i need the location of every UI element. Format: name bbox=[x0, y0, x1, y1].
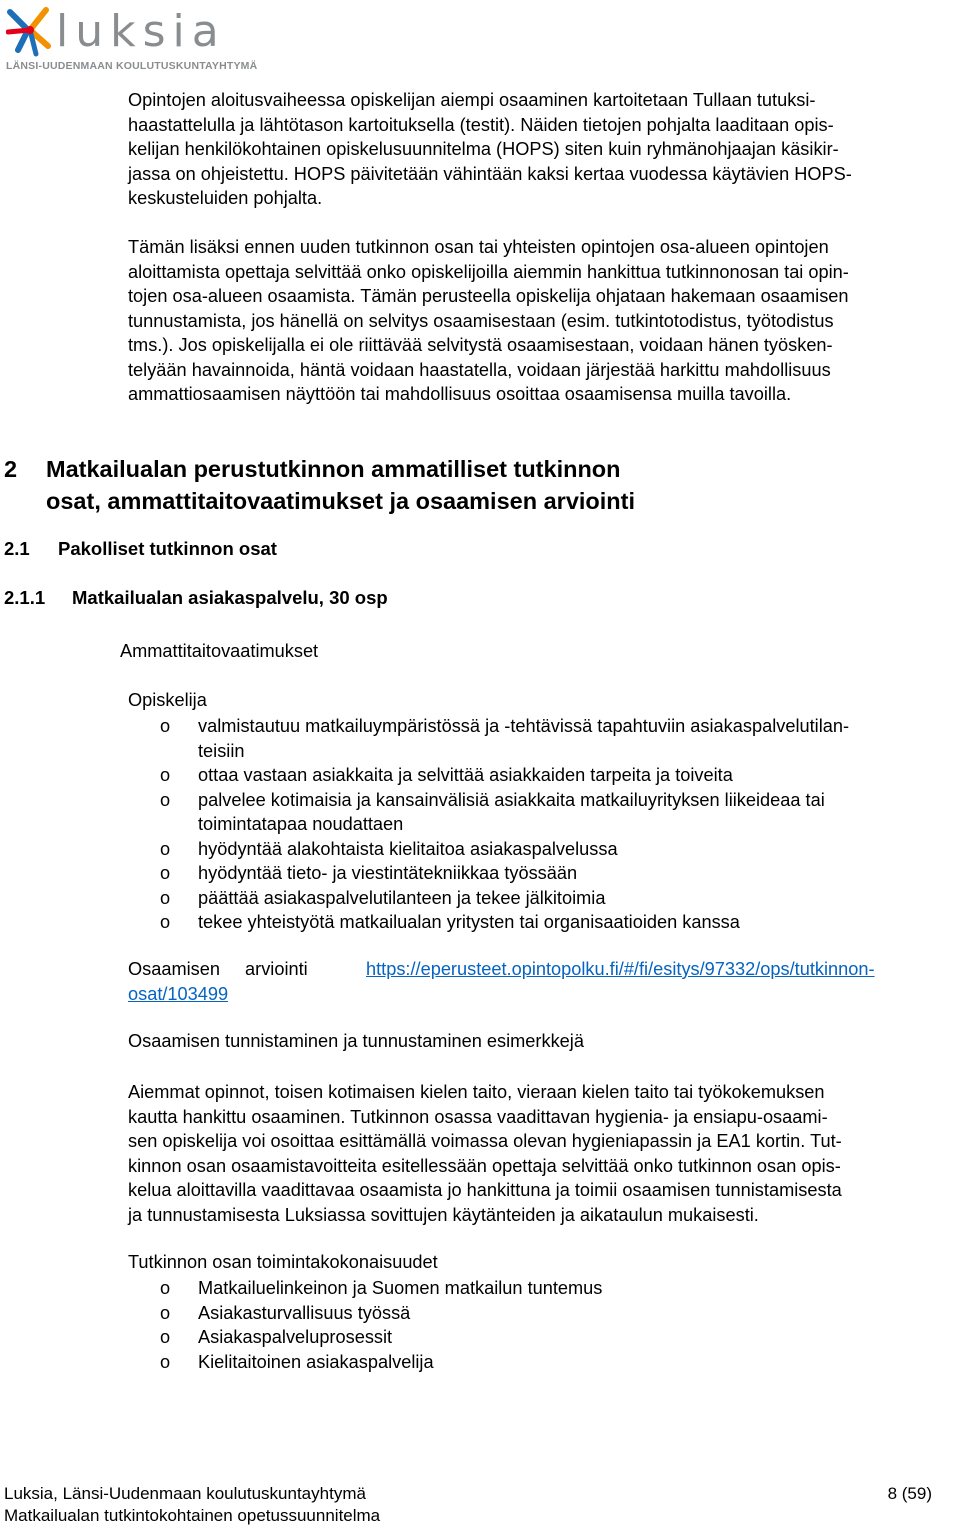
logo-wordmark: luksia bbox=[56, 6, 226, 57]
list-item-text: ottaa vastaan asiakkaita ja selvittää asiakkaiden tarpeita ja toiveita bbox=[198, 765, 733, 785]
list-item bbox=[128, 763, 960, 788]
list-item-text: hyödyntää tieto- ja viestintätekniikkaa työssään bbox=[198, 863, 578, 883]
section-title-line: osat, ammattitaitovaatimukset ja osaamisen arviointi bbox=[46, 488, 636, 514]
bullet-mark: o bbox=[160, 1351, 171, 1372]
list-item bbox=[128, 910, 960, 935]
text-line: kelijan henkilökohtainen opiskelusuunnitelma (HOPS) siten kuin ryhmänohjaajan käsikir- bbox=[128, 139, 839, 159]
assessment-label: Osaamisen arviointi bbox=[128, 959, 308, 979]
bullet-mark: o bbox=[160, 863, 171, 883]
list-item-text: teisiin bbox=[198, 740, 245, 761]
text-line: kinnon osan osaamistavoitteita esitellessään opettaja selvittää onko tutkinnon osan opis- bbox=[128, 1155, 841, 1176]
subsubsection-heading bbox=[4, 587, 388, 609]
list-item-text: hyödyntää alakohtaista kielitaitoa asiakaspalvelussa bbox=[198, 838, 618, 859]
list-item-text: toimintatapaa noudattaen bbox=[198, 814, 404, 834]
text-line: tojen osa-alueen osaamista. Tämän perusteella opiskelija ohjataan hakemaan osaamisen bbox=[128, 286, 849, 306]
text-line: haastattelulla ja lähtötason kartoituksella (testit). Näiden tietojen pohjalta laaditaan opis- bbox=[128, 114, 834, 135]
link-text: https://eperusteet.opintopolku.fi/#/fi/esitys/97332/ops/tutkinnon- bbox=[366, 959, 875, 979]
text-line: kautta hankittu osaaminen. Tutkinnon osassa vaadittavan hygienia- ja ensiapu-osaami- bbox=[128, 1106, 828, 1127]
modules-heading: Tutkinnon osan toimintakokonaisuudet bbox=[128, 1252, 438, 1272]
list-item bbox=[128, 714, 960, 763]
link-text: osat/103499 bbox=[128, 983, 229, 1004]
list-item-text: tekee yhteistyötä matkailualan yritysten tai organisaatioiden kanssa bbox=[198, 912, 740, 932]
intro-paragraph-2 bbox=[128, 235, 960, 407]
text-line: ammattiosaamisen näyttöön tai mahdollisuus osoittaa osaamisensa muilla tavoilla. bbox=[128, 384, 792, 404]
logo-subtitle: LÄNSI-UUDENMAAN KOULUTUSKUNTAYHTYMÄ bbox=[6, 60, 258, 72]
bullet-mark: o bbox=[160, 838, 171, 859]
text-line: jassa on ohjeistettu. HOPS päivitetään vähintään kaksi kertaa vuodessa käytävien HOPS- bbox=[128, 163, 852, 184]
recognition-paragraph bbox=[128, 1080, 960, 1227]
list-item-text: Asiakaspalveluprosessit bbox=[198, 1327, 393, 1347]
intro-paragraph-1 bbox=[128, 88, 960, 211]
modules-list bbox=[128, 1276, 960, 1374]
list-item-text: Asiakasturvallisuus työssä bbox=[198, 1302, 411, 1323]
bullet-mark: o bbox=[160, 716, 171, 736]
bullet-mark: o bbox=[160, 1278, 171, 1298]
text-line: aloittamista opettaja selvittää onko opiskelijoilla aiemmin hankittua tutkinnonosan tai opin- bbox=[128, 261, 849, 282]
bullet-mark: o bbox=[160, 912, 171, 932]
text-line: sen opiskelija voi osoittaa esittämällä voimassa olevan hygieniapassin ja EA1 kortin. Tut- bbox=[128, 1131, 842, 1151]
text-line: kelua aloittavilla vaadittavaa osaamista jo hankittuna ja toimii osaamisen tunnistamisesta bbox=[128, 1180, 842, 1200]
text-line: tunnustamista, jos hänellä on selvitys osaamisestaan (esim. tutkintotodistus, työtodistus bbox=[128, 310, 834, 331]
bullet-mark: o bbox=[160, 765, 171, 785]
section-title-line: Matkailualan perustutkinnon ammatilliset tutkinnon bbox=[46, 456, 621, 482]
assessment-block bbox=[128, 957, 960, 1006]
list-item bbox=[128, 1325, 960, 1350]
bullet-mark: o bbox=[160, 887, 171, 908]
text-line: Tämän lisäksi ennen uuden tutkinnon osan tai yhteisten opintojen osa-alueen opintojen bbox=[128, 237, 829, 257]
text-line: Opintojen aloitusvaiheessa opiskelijan aiempi osaaminen kartoitetaan Tullaan tutuksi- bbox=[128, 90, 816, 110]
bullet-mark: o bbox=[160, 1302, 171, 1323]
requirements-list bbox=[128, 714, 960, 935]
list-item bbox=[128, 1301, 960, 1326]
list-item-text: valmistautuu matkailuympäristössä ja -tehtävissä tapahtuviin asiakaspalvelutilan- bbox=[198, 716, 850, 736]
list-item-text: Matkailuelinkeinon ja Suomen matkailun tuntemus bbox=[198, 1278, 603, 1298]
subsection-title: Pakolliset tutkinnon osat bbox=[58, 538, 277, 559]
subsubsection-number: 2.1.1 bbox=[4, 587, 46, 608]
bullet-mark: o bbox=[160, 1327, 171, 1347]
footer-organization: Luksia, Länsi-Uudenmaan koulutuskuntayhtymä bbox=[4, 1484, 366, 1503]
luksia-logo bbox=[6, 4, 258, 76]
footer-document-title: Matkailualan tutkintokohtainen opetussuunnitelma bbox=[4, 1506, 381, 1525]
subsection-number: 2.1 bbox=[4, 538, 30, 559]
list-item bbox=[128, 886, 960, 911]
list-item-text: palvelee kotimaisia ja kansainvälisiä asiakkaita matkailuyrityksen liikeideaa tai bbox=[198, 789, 825, 810]
list-item bbox=[128, 1350, 960, 1375]
text-line: Aiemmat opinnot, toisen kotimaisen kielen taito, vieraan kielen taito tai työkokemuksen bbox=[128, 1082, 825, 1102]
requirements-heading: Ammattitaitovaatimukset bbox=[120, 641, 319, 661]
section-number: 2 bbox=[4, 456, 18, 482]
recognition-heading: Osaamisen tunnistaminen ja tunnustaminen esimerkkejä bbox=[128, 1031, 584, 1051]
subsubsection-title: Matkailualan asiakaspalvelu, 30 osp bbox=[72, 587, 388, 608]
text-line: tms.). Jos opiskelijalla ei ole riittävää selvitystä osaamisestaan, voidaan hänen työsken- bbox=[128, 335, 833, 355]
requirements-lead: Opiskelija bbox=[128, 690, 207, 710]
list-item-text: päättää asiakaspalvelutilanteen ja tekee jälkitoimia bbox=[198, 887, 606, 908]
list-item-text: Kielitaitoinen asiakaspalvelija bbox=[198, 1351, 434, 1372]
luksia-star-icon bbox=[6, 6, 54, 58]
text-line: keskusteluiden pohjalta. bbox=[128, 188, 323, 208]
bullet-mark: o bbox=[160, 789, 171, 810]
text-line: ja tunnustamisesta Luksiassa sovittujen käytänteiden ja aikataulun mukaisesti. bbox=[128, 1204, 759, 1225]
subsection-heading bbox=[4, 538, 277, 560]
list-item bbox=[128, 837, 960, 862]
page-number: 8 (59) bbox=[887, 1484, 932, 1503]
text-line: telyään havainnoida, häntä voidaan haastatella, voidaan järjestää harkittu mahdollisuus bbox=[128, 359, 831, 380]
list-item bbox=[128, 788, 960, 837]
list-item bbox=[128, 1276, 960, 1301]
list-item bbox=[128, 861, 960, 886]
